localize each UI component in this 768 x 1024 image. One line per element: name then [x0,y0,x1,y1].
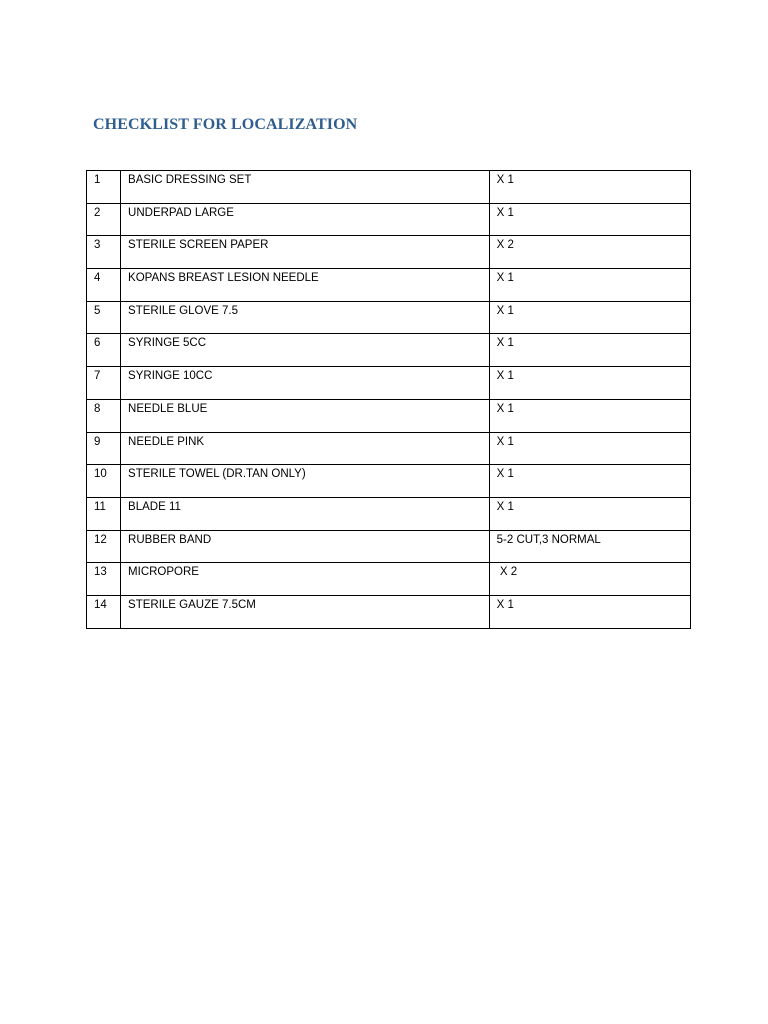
item-quantity: X 1 [489,432,690,465]
item-number: 11 [87,497,121,530]
item-number: 9 [87,432,121,465]
item-quantity: X 1 [489,595,690,628]
table-row [87,497,691,530]
item-name: RUBBER BAND [121,530,490,563]
item-quantity: X 2 [489,563,690,596]
item-quantity: X 1 [489,465,690,498]
item-number: 5 [87,301,121,334]
checklist-table-body [87,171,691,629]
table-row [87,563,691,596]
page-title: CHECKLIST FOR LOCALIZATION [93,116,358,133]
item-quantity: 5-2 CUT,3 NORMAL [489,530,690,563]
table-row [87,465,691,498]
item-number: 13 [87,563,121,596]
item-name: STERILE GAUZE 7.5CM [121,595,490,628]
table-row [87,236,691,269]
item-name: BLADE 11 [121,497,490,530]
item-number: 2 [87,203,121,236]
table-row [87,203,691,236]
checklist-table [86,170,691,629]
item-number: 14 [87,595,121,628]
item-quantity: X 1 [489,301,690,334]
table-row [87,432,691,465]
item-quantity: X 1 [489,334,690,367]
item-number: 3 [87,236,121,269]
item-name: BASIC DRESSING SET [121,171,490,204]
item-name: STERILE SCREEN PAPER [121,236,490,269]
table-row [87,399,691,432]
item-quantity: X 1 [489,171,690,204]
item-name: KOPANS BREAST LESION NEEDLE [121,269,490,302]
item-name: STERILE TOWEL (DR.TAN ONLY) [121,465,490,498]
table-row [87,334,691,367]
item-number: 1 [87,171,121,204]
table-row [87,367,691,400]
item-name: UNDERPAD LARGE [121,203,490,236]
item-name: SYRINGE 5CC [121,334,490,367]
item-number: 8 [87,399,121,432]
item-name: NEEDLE PINK [121,432,490,465]
item-quantity: X 1 [489,399,690,432]
item-number: 6 [87,334,121,367]
item-name: MICROPORE [121,563,490,596]
item-name: SYRINGE 10CC [121,367,490,400]
item-number: 7 [87,367,121,400]
item-quantity: X 1 [489,367,690,400]
item-number: 10 [87,465,121,498]
table-row [87,530,691,563]
item-number: 4 [87,269,121,302]
table-row [87,595,691,628]
item-quantity: X 1 [489,203,690,236]
item-quantity: X 1 [489,497,690,530]
table-row [87,269,691,302]
item-number: 12 [87,530,121,563]
table-row [87,301,691,334]
item-name: NEEDLE BLUE [121,399,490,432]
item-name: STERILE GLOVE 7.5 [121,301,490,334]
item-quantity: X 1 [489,269,690,302]
item-quantity: X 2 [489,236,690,269]
table-row [87,171,691,204]
